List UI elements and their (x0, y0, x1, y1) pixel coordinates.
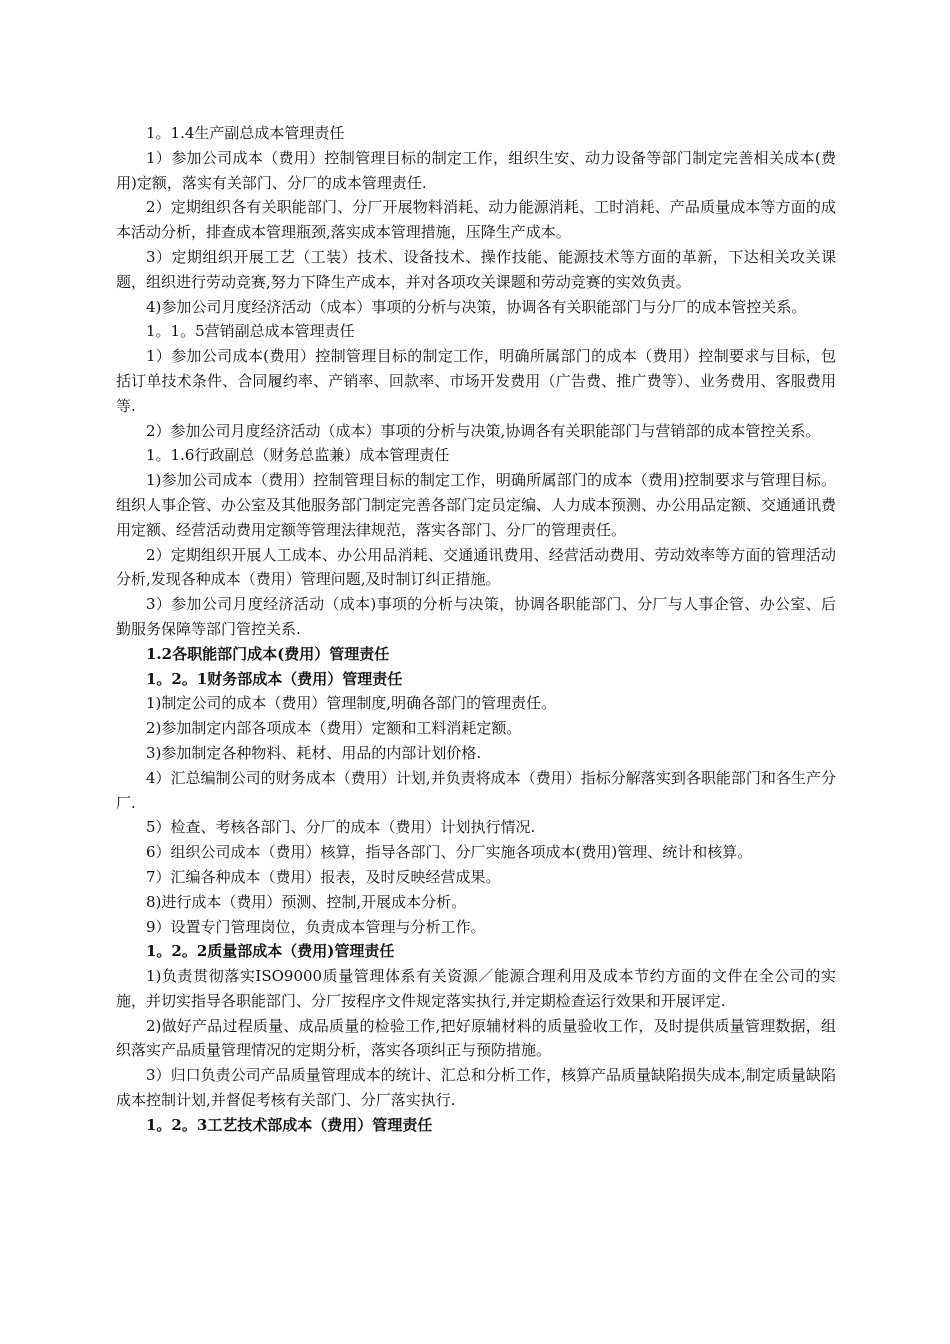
list-item: 1)负责贯彻落实ISO9000质量管理体系有关资源／能源合理利用及成本节约方面的文件在全公司的实施，并切实指导各职能部门、分厂按程序文件规定落实执行,并定期检查运行效果和开展评定. (116, 967, 836, 1010)
paragraph: 2）定期组织各有关职能部门、分厂开展物料消耗、动力能源消耗、工时消耗、产品质量成本等方面的成本活动分析，排查成本管理瓶颈,落实成本管理措施，压降生产成本。 (116, 198, 836, 242)
paragraph: 2）参加公司月度经济活动（成本）事项的分析与决策,协调各有关职能部门与营销部的成本管控关系。 (146, 421, 821, 440)
list-item: 6）组织公司成本（费用）核算，指导各部门、分厂实施各项成本(费用)管理、统计和核算。 (146, 843, 753, 862)
list-item: 4）汇总编制公司的财务成本（费用）计划,并负责将成本（费用）指标分解落实到各职能部门和各生产分厂. (116, 768, 836, 812)
paragraph: 1）参加公司成本（费用）控制管理目标的制定工作，组织生安、动力设备等部门制定完善相关成本(费用)定额，落实有关部门、分厂的成本管理责任. (116, 148, 836, 192)
list-item: 3)参加制定各种物料、耗材、用品的内部计划价格. (146, 743, 482, 762)
list-item: 7）汇编各种成本（费用）报表，及时反映经营成果。 (146, 867, 501, 886)
list-item: 9）设置专门管理岗位，负责成本管理与分析工作。 (146, 917, 486, 936)
paragraph: 4)参加公司月度经济活动（成本）事项的分析与决策，协调各有关职能部门与分厂的成本管控关系。 (146, 297, 807, 316)
paragraph: 1)参加公司成本（费用）控制管理目标的制定工作，明确所属部门的成本（费用)控制要求与管理目标。组织人事企管、办公室及其他服务部门制定完善各部门定员定编、人力成本预测、办公用品定额、交通通讯费用定额、经营活动费用定额等管理法律规范，落实各部门、分厂的管理责任。 (116, 471, 837, 539)
paragraph: 1）参加公司成本(费用）控制管理目标的制定工作，明确所属部门的成本（费用）控制要求与目标，包括订单技术条件、合同履约率、产销率、回款率、市场开发费用（广告费、推广费等）、业务费用、客服费用等. (116, 347, 836, 415)
section-heading-1-2-3: 1。2。3工艺技术部成本（费用）管理责任 (146, 1115, 433, 1134)
section-heading-1-1-5: 1。1。5营销副总成本管理责任 (146, 322, 355, 341)
list-item: 2)参加制定内部各项成本（费用）定额和工料消耗定额。 (146, 719, 522, 738)
section-heading-1-2-2: 1。2。2质量部成本（费用)管理责任 (146, 942, 395, 961)
section-heading-1-1-6: 1。1.6行政副总（财务总监兼）成本管理责任 (146, 446, 450, 465)
section-heading-1-2-1: 1。2。1财务部成本（费用）管理责任 (146, 669, 403, 688)
list-item: 2)做好产品过程质量、成品质量的检验工作,把好原辅材料的质量验收工作，及时提供质量管理数据，组织落实产品质量管理情况的定期分析，落实各项纠正与预防措施。 (116, 1016, 836, 1060)
list-item: 5）检查、考核各部门、分厂的成本（费用）计划执行情况. (146, 818, 536, 837)
document-body (116, 121, 836, 1138)
list-item: 8)进行成本（费用）预测、控制,开展成本分析。 (146, 892, 467, 911)
paragraph: 3）定期组织开展工艺（工装）技术、设备技术、操作技能、能源技术等方面的革新，下达相关攻关课题，组织进行劳动竞赛,努力下降生产成本，并对各项攻关课题和劳动竞赛的实效负责。 (116, 247, 836, 291)
section-heading-1-1-4: 1。1.4生产副总成本管理责任 (146, 124, 345, 142)
paragraph: 3）参加公司月度经济活动（成本)事项的分析与决策，协调各职能部门、分厂与人事企管、办公室、后勤服务保障等部门管控关系. (116, 595, 836, 638)
list-item: 1)制定公司的成本（费用）管理制度,明确各部门的管理责任。 (146, 694, 557, 713)
paragraph: 2）定期组织开展人工成本、办公用品消耗、交通通讯费用、经营活动费用、劳动效率等方面的管理活动分析,发现各种成本（费用）管理问题,及时制订纠正措施。 (116, 545, 836, 589)
list-item: 3）归口负责公司产品质量管理成本的统计、汇总和分析工作，核算产品质量缺陷损失成本,制定质量缺陷成本控制计划,并督促考核有关部门、分厂落实执行. (116, 1066, 836, 1110)
section-heading-1-2: 1.2各职能部门成本(费用）管理责任 (146, 644, 390, 663)
